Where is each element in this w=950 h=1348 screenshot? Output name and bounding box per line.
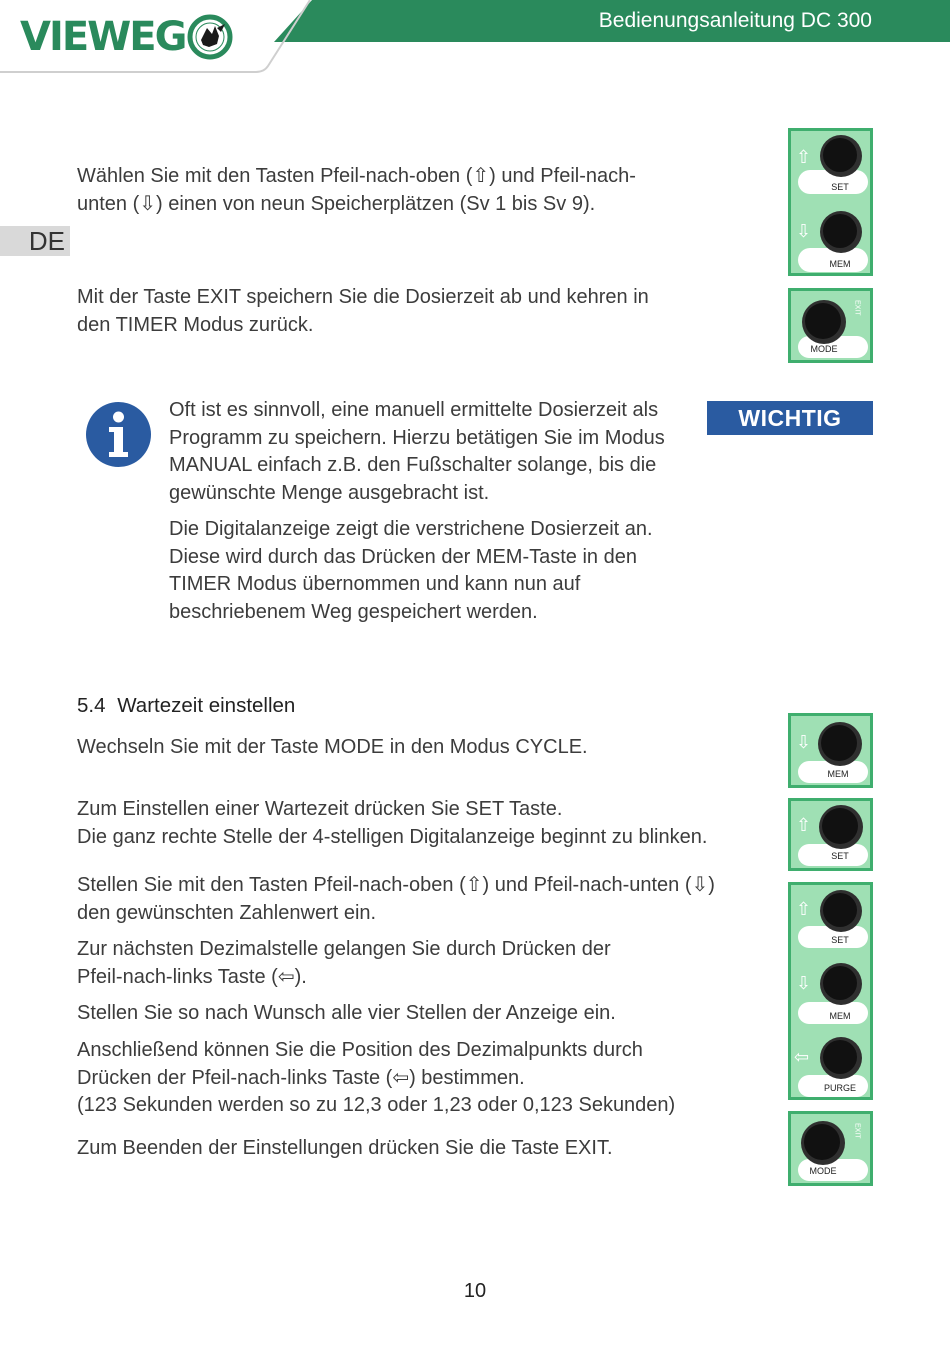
key-label-mode: MODE	[809, 1166, 837, 1176]
logo-emblem-icon	[187, 14, 233, 60]
arrow-up-icon: ⇧	[796, 147, 812, 168]
paragraph-select-memory: Wählen Sie mit den Tasten Pfeil-nach-oben (⇧) und Pfeil-nach- unten (⇩) einen von neun Speicherplätzen (Sv 1 bis Sv 9).	[77, 165, 636, 215]
info-icon	[85, 401, 152, 468]
key-panel-set-mem	[788, 128, 873, 276]
arrow-down-icon: ⇩	[796, 973, 812, 994]
arrow-up-icon: ⇧	[796, 815, 812, 836]
section-paragraph-2: Zum Einstellen einer Wartezeit drücken Sie SET Taste. Die ganz rechte Stelle der 4-stelligen Digitalanzeige beginnt zu blinken.	[77, 798, 708, 848]
section-heading	[77, 694, 295, 718]
section-paragraph-5: Stellen Sie so nach Wunsch alle vier Stellen der Anzeige ein.	[77, 1002, 616, 1024]
header-title: Bedienungsanleitung DC 300	[598, 9, 872, 32]
section-paragraph-3: Stellen Sie mit den Tasten Pfeil-nach-oben (⇧) und Pfeil-nach-unten (⇩) den gewünschten Zahlenwert ein.	[77, 874, 715, 924]
section-paragraph-6: Anschließend können Sie die Position des Dezimalpunkts durch Drücken der Pfeil-nach-links Taste (⇦) bestimmen. (123 Sekunden werden so zu 12,3 oder 1,23 oder 0,123 Sekunden)	[77, 1039, 676, 1116]
key-label-set: SET	[831, 851, 849, 861]
key-panel-set	[788, 798, 873, 871]
key-label-mem: MEM	[827, 769, 849, 779]
key-label-mem: MEM	[829, 1011, 851, 1021]
section-title: Wartezeit einstellen	[117, 694, 296, 717]
page-number: 10	[463, 1280, 487, 1302]
section-paragraph-7: Zum Beenden der Einstellungen drücken Sie die Taste EXIT.	[77, 1137, 613, 1159]
section-paragraph-4: Zur nächsten Dezimalstelle gelangen Sie durch Drücken der Pfeil-nach-links Taste (⇦).	[77, 938, 611, 988]
notice-paragraph-1: Oft ist es sinnvoll, eine manuell ermittelte Dosierzeit als Programm zu speichern. Hierzu betätigen Sie im Modus MANUAL einfach z.B. den Fußschalter solange, bis die gewünschte Menge ausgebracht ist.	[169, 399, 665, 504]
key-label-mem: MEM	[829, 259, 851, 269]
notice-paragraph-2: Die Digitalanzeige zeigt die verstrichene Dosierzeit an. Diese wird durch das Drücken der MEM-Taste in den TIMER Modus übernommen und kann nun auf beschriebenem Weg gespeichert werden.	[169, 518, 653, 623]
key-panel-mem	[788, 713, 873, 788]
arrow-down-icon: ⇩	[796, 221, 812, 242]
arrow-left-icon: ⇦	[794, 1047, 810, 1068]
section-number: 5.4	[77, 694, 106, 717]
logo-text: VIEWEG	[20, 14, 186, 60]
important-badge: WICHTIG	[707, 401, 873, 435]
arrow-down-icon: ⇩	[796, 732, 812, 753]
section-paragraph-1: Wechseln Sie mit der Taste MODE in den Modus CYCLE.	[77, 736, 588, 758]
key-panel-mode	[788, 288, 873, 363]
arrow-up-icon: ⇧	[796, 899, 812, 920]
key-label-exit: EXIT	[853, 1123, 861, 1139]
vieweg-logo	[20, 14, 233, 60]
key-label-set: SET	[831, 935, 849, 945]
key-panel-mode-bottom	[788, 1111, 873, 1186]
key-label-exit: EXIT	[853, 300, 861, 316]
paragraph-exit-save: Mit der Taste EXIT speichern Sie die Dosierzeit ab und kehren in den TIMER Modus zurück.	[77, 286, 649, 336]
key-label-set: SET	[831, 182, 849, 192]
key-panel-set-mem-purge	[788, 882, 873, 1100]
key-label-purge: PURGE	[823, 1083, 857, 1093]
language-tab: DE	[0, 226, 70, 256]
key-label-mode: MODE	[810, 344, 838, 354]
